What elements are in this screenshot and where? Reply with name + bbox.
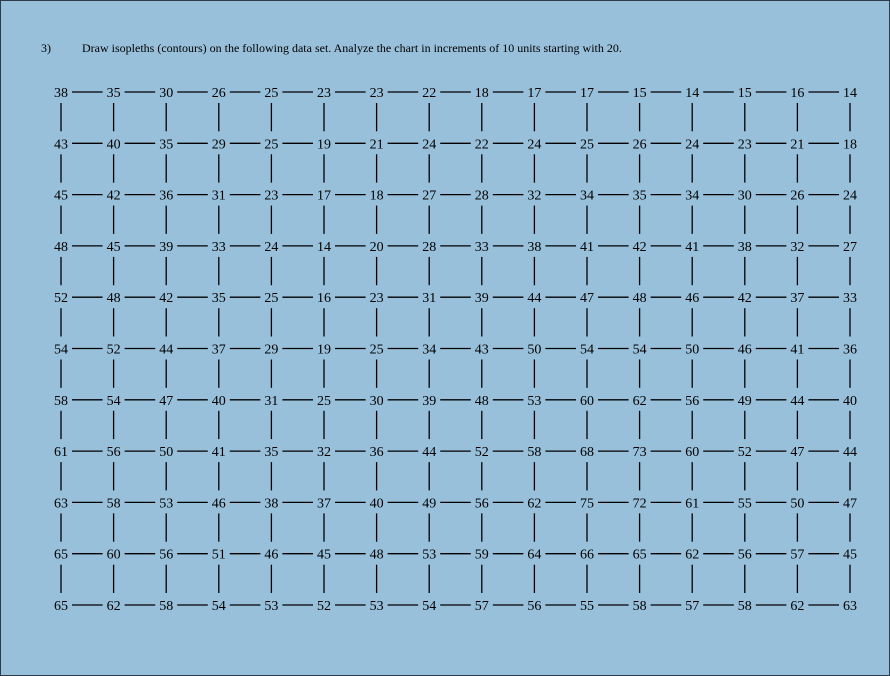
grid-value: 44 xyxy=(159,342,174,358)
grid-value: 45 xyxy=(54,188,68,204)
grid-value: 51 xyxy=(211,547,226,563)
grid-value: 60 xyxy=(580,393,594,409)
grid-value: 33 xyxy=(843,291,857,307)
grid-value: 34 xyxy=(422,342,437,358)
question-text: Draw isopleths (contours) on the following data set. Analyze the chart in increments of 10 units starting with 20. xyxy=(82,41,622,55)
grid-value: 45 xyxy=(317,547,331,563)
grid-value: 73 xyxy=(632,445,647,461)
grid-value: 63 xyxy=(843,599,857,614)
grid-value: 65 xyxy=(632,547,647,563)
grid-value: 65 xyxy=(54,547,68,563)
grid-value: 46 xyxy=(685,291,700,307)
grid-value: 49 xyxy=(422,496,437,512)
grid-value: 48 xyxy=(54,239,68,255)
grid-value: 56 xyxy=(474,496,489,512)
grid-value: 41 xyxy=(790,342,805,358)
grid-value: 44 xyxy=(843,445,857,461)
grid-value: 23 xyxy=(264,188,279,204)
grid-value: 35 xyxy=(106,86,121,101)
grid-value: 56 xyxy=(737,547,752,563)
grid-value: 75 xyxy=(580,496,594,512)
grid-value: 44 xyxy=(422,445,437,461)
grid-value: 26 xyxy=(211,86,226,101)
grid-value: 35 xyxy=(159,137,174,153)
grid-value: 47 xyxy=(843,496,857,512)
grid-value: 44 xyxy=(527,291,542,307)
grid-value: 56 xyxy=(527,599,542,614)
grid-value: 38 xyxy=(54,86,68,101)
grid-value: 36 xyxy=(369,445,384,461)
grid-value: 38 xyxy=(527,239,542,255)
grid-value: 41 xyxy=(685,239,700,255)
grid-value: 24 xyxy=(264,239,279,255)
grid-value: 18 xyxy=(369,188,384,204)
grid-value: 18 xyxy=(474,86,489,101)
grid-value: 39 xyxy=(474,291,489,307)
grid-value: 34 xyxy=(580,188,594,204)
grid-value: 42 xyxy=(106,188,121,204)
grid-value: 20 xyxy=(369,239,384,255)
grid-value: 32 xyxy=(527,188,542,204)
grid-value: 28 xyxy=(474,188,489,204)
grid-value: 17 xyxy=(317,188,331,204)
grid-value: 32 xyxy=(317,445,331,461)
question-number: 3) xyxy=(41,41,51,55)
grid-value: 56 xyxy=(106,445,121,461)
grid-value: 60 xyxy=(106,547,121,563)
grid-value: 57 xyxy=(474,599,489,614)
grid-value: 29 xyxy=(211,137,226,153)
grid-value: 46 xyxy=(737,342,752,358)
grid-value: 50 xyxy=(527,342,542,358)
grid-value: 34 xyxy=(685,188,700,204)
grid-value: 15 xyxy=(632,86,647,101)
grid-value: 46 xyxy=(264,547,279,563)
grid-value: 27 xyxy=(422,188,437,204)
grid-value: 23 xyxy=(317,86,331,101)
grid-value: 41 xyxy=(211,445,226,461)
grid-value: 53 xyxy=(369,599,384,614)
grid-value: 53 xyxy=(264,599,279,614)
grid-value: 47 xyxy=(580,291,594,307)
grid-value: 52 xyxy=(737,445,752,461)
grid-value: 35 xyxy=(264,445,279,461)
grid-value: 57 xyxy=(685,599,700,614)
grid-value: 31 xyxy=(211,188,226,204)
grid-value: 40 xyxy=(369,496,384,512)
grid-value: 55 xyxy=(737,496,752,512)
grid-value: 24 xyxy=(685,137,700,153)
grid-value: 25 xyxy=(317,393,331,409)
grid-value: 30 xyxy=(369,393,384,409)
grid-value: 22 xyxy=(422,86,437,101)
grid-value: 25 xyxy=(264,291,279,307)
grid-value: 36 xyxy=(159,188,174,204)
grid-value: 58 xyxy=(159,599,174,614)
grid-value: 15 xyxy=(737,86,752,101)
grid-value: 50 xyxy=(159,445,174,461)
grid-value: 68 xyxy=(580,445,594,461)
grid-value: 48 xyxy=(369,547,384,563)
grid-value: 63 xyxy=(54,496,68,512)
grid-value: 43 xyxy=(54,137,68,153)
grid-value: 28 xyxy=(422,239,437,255)
grid-value: 54 xyxy=(54,342,68,358)
grid-value: 47 xyxy=(159,393,174,409)
grid-value: 24 xyxy=(527,137,542,153)
grid-value: 32 xyxy=(790,239,805,255)
grid-value: 19 xyxy=(317,342,331,358)
grid-value: 53 xyxy=(422,547,437,563)
grid-value: 16 xyxy=(790,86,805,101)
grid-value: 30 xyxy=(737,188,752,204)
grid-value: 53 xyxy=(159,496,174,512)
grid-value: 54 xyxy=(106,393,121,409)
grid-value: 24 xyxy=(422,137,437,153)
grid-value: 43 xyxy=(474,342,489,358)
grid-value: 23 xyxy=(369,291,384,307)
grid-value: 58 xyxy=(737,599,752,614)
grid-value: 62 xyxy=(790,599,805,614)
grid-value: 58 xyxy=(54,393,68,409)
grid-value: 29 xyxy=(264,342,279,358)
grid-value: 66 xyxy=(580,547,594,563)
grid-value: 56 xyxy=(159,547,174,563)
grid-value: 55 xyxy=(580,599,594,614)
grid-value: 27 xyxy=(843,239,857,255)
grid-value: 52 xyxy=(474,445,489,461)
grid-value: 35 xyxy=(211,291,226,307)
grid-value: 40 xyxy=(211,393,226,409)
grid-value: 25 xyxy=(264,137,279,153)
grid-value: 38 xyxy=(737,239,752,255)
grid-value: 52 xyxy=(54,291,68,307)
grid-value: 60 xyxy=(685,445,700,461)
grid-value: 37 xyxy=(317,496,331,512)
grid-value: 45 xyxy=(106,239,121,255)
grid-value: 49 xyxy=(737,393,752,409)
grid-value: 14 xyxy=(317,239,331,255)
grid-value: 39 xyxy=(422,393,437,409)
grid-value: 19 xyxy=(317,137,331,153)
grid-value: 62 xyxy=(527,496,542,512)
grid-value: 33 xyxy=(474,239,489,255)
grid-value: 59 xyxy=(474,547,489,563)
grid-value: 62 xyxy=(106,599,121,614)
grid-value: 45 xyxy=(843,547,857,563)
grid-value: 65 xyxy=(54,599,68,614)
grid-value: 61 xyxy=(54,445,68,461)
grid-value: 48 xyxy=(474,393,489,409)
grid-value: 58 xyxy=(632,599,647,614)
grid-value: 46 xyxy=(211,496,226,512)
grid-value: 54 xyxy=(211,599,226,614)
grid-value: 25 xyxy=(264,86,279,101)
grid-value: 26 xyxy=(790,188,805,204)
grid-value: 31 xyxy=(422,291,437,307)
grid-value: 40 xyxy=(106,137,121,153)
grid-value: 18 xyxy=(843,137,857,153)
grid-value: 54 xyxy=(422,599,437,614)
grid-value: 38 xyxy=(264,496,279,512)
grid-value: 58 xyxy=(106,496,121,512)
grid-value: 37 xyxy=(790,291,805,307)
grid-value: 48 xyxy=(632,291,647,307)
grid-value: 14 xyxy=(843,86,857,101)
grid-value: 64 xyxy=(527,547,542,563)
grid-value: 25 xyxy=(580,137,594,153)
grid-value: 52 xyxy=(106,342,121,358)
grid-value: 41 xyxy=(580,239,594,255)
grid-value: 47 xyxy=(790,445,805,461)
grid-value: 72 xyxy=(632,496,647,512)
grid-value: 26 xyxy=(632,137,647,153)
grid-value: 23 xyxy=(369,86,384,101)
grid-value: 62 xyxy=(685,547,700,563)
grid-value: 54 xyxy=(580,342,594,358)
grid-value: 44 xyxy=(790,393,805,409)
grid-value: 16 xyxy=(317,291,331,307)
grid-value: 42 xyxy=(632,239,647,255)
grid-value: 56 xyxy=(685,393,700,409)
grid-value: 50 xyxy=(685,342,700,358)
grid-value: 36 xyxy=(843,342,857,358)
grid-value: 33 xyxy=(211,239,226,255)
grid-value: 61 xyxy=(685,496,700,512)
grid-value: 22 xyxy=(474,137,489,153)
grid-value: 24 xyxy=(843,188,857,204)
grid-value: 23 xyxy=(737,137,752,153)
grid-value: 42 xyxy=(159,291,174,307)
grid-value: 42 xyxy=(737,291,752,307)
grid-value: 31 xyxy=(264,393,279,409)
grid-value: 54 xyxy=(632,342,647,358)
grid-value: 48 xyxy=(106,291,121,307)
grid-value: 21 xyxy=(790,137,805,153)
grid-value: 39 xyxy=(159,239,174,255)
grid-value: 58 xyxy=(527,445,542,461)
grid-value: 53 xyxy=(527,393,542,409)
grid-value: 25 xyxy=(369,342,384,358)
grid-value: 35 xyxy=(632,188,647,204)
grid-value: 50 xyxy=(790,496,805,512)
grid-value: 21 xyxy=(369,137,384,153)
grid-value: 14 xyxy=(685,86,700,101)
grid-value: 52 xyxy=(317,599,331,614)
grid-value: 62 xyxy=(632,393,647,409)
grid-value: 37 xyxy=(211,342,226,358)
grid-value: 57 xyxy=(790,547,805,563)
grid-value: 17 xyxy=(580,86,594,101)
grid-value: 40 xyxy=(843,393,857,409)
grid-value: 17 xyxy=(527,86,542,101)
grid-value: 30 xyxy=(159,86,174,101)
